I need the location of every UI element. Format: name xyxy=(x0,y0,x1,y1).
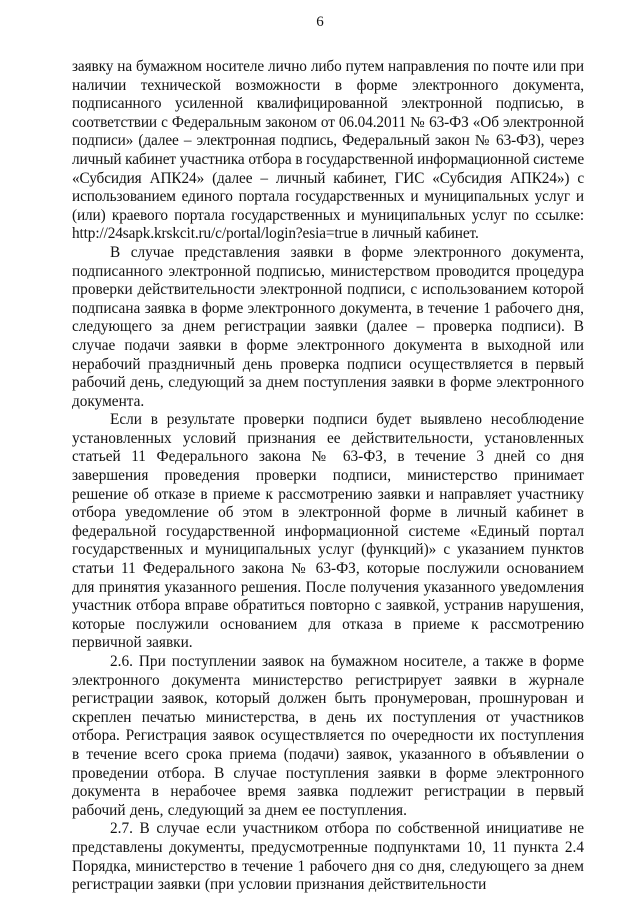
paragraph-signature-rejection: Если в результате проверки подписи будет выявлено несоблюдение установленных условий признания ее действительности, установленных статьей 11 Федерального закона № 63-ФЗ, в течение 3 дней со дня завершения проведения проверки подписи, министерство принимает решение об отказе в приеме к рассмотрению заявки и направляет участнику отбора уведомление об этом в электронной форме в личный кабинет в федеральной государственной информационной системе «Единый портал государственных и муниципальных услуг (функций)» с указанием пунктов статьи 11 Федерального закона № 63-ФЗ, которые послужили основанием для принятия указанного решения. После получения указанного уведомления участник отбора вправе обратиться повторно с заявкой, устранив нарушения, которые послужили основанием для отказа в приеме к рассмотрению первичной заявки. xyxy=(72,411,584,652)
paragraph-2-7-documents: 2.7. В случае если участником отбора по собственной инициативе не представлены документы, предусмотренные подпунктами 10, 11 пункта 2.4 Порядка, министерство в течение 1 рабочего дня со дня, следующего за днем регистрации заявки (при условии признания действительности xyxy=(72,820,584,894)
paragraph-2-6-registration: 2.6. При поступлении заявок на бумажном носителе, а также в форме электронного документа министерство регистрирует заявки в журнале регистрации заявок, который должен быть пронумерован, прошнурован и скреплен печатью министерства, в день их поступления от участников отбора. Регистрация заявок осуществляется по очередности их поступления в течение всего срока приема (подачи) заявок, указанного в объявлении о проведении отбора. В случае поступления заявки в форме электронного документа в нерабочее время заявка подлежит регистрации в первый рабочий день, следующий за днем ее поступления. xyxy=(72,653,584,819)
document-body xyxy=(72,58,584,895)
page-number: 6 xyxy=(316,14,324,30)
paragraph-submission-method: заявку на бумажном носителе лично либо путем направления по почте или при наличии технической возможности в форме электронного документа, подписанного усиленной квалифицированной электронной подписью, в соответствии с Федеральным законом от 06.04.2011 № 63-ФЗ «Об электронной подписи» (далее – электронная подпись, Федеральный закон № 63-ФЗ), через личный кабинет участника отбора в государственной информационной системе «Субсидия АПК24» (далее – личный кабинет, ГИС «Субсидия АПК24») с использованием единого портала государственных и муниципальных услуг и (или) краевого портала государственных и муниципальных услуг по ссылке: http://24sapk.krskcit.ru/c/portal/login?esia=true в личный кабинет. xyxy=(72,58,584,243)
paragraph-signature-check: В случае представления заявки в форме электронного документа, подписанного электронной подписью, министерством проводится процедура проверки действительности электронной подписи, с использованием которой подписана заявка в форме электронного документа, в течение 1 рабочего дня, следующего за днем регистрации заявки (далее – проверка подписи). В случае подачи заявки в форме электронного документа в выходной или нерабочий праздничный день проверка подписи осуществляется в первый рабочий день, следующий за днем поступления заявки в форме электронного документа. xyxy=(72,243,584,410)
